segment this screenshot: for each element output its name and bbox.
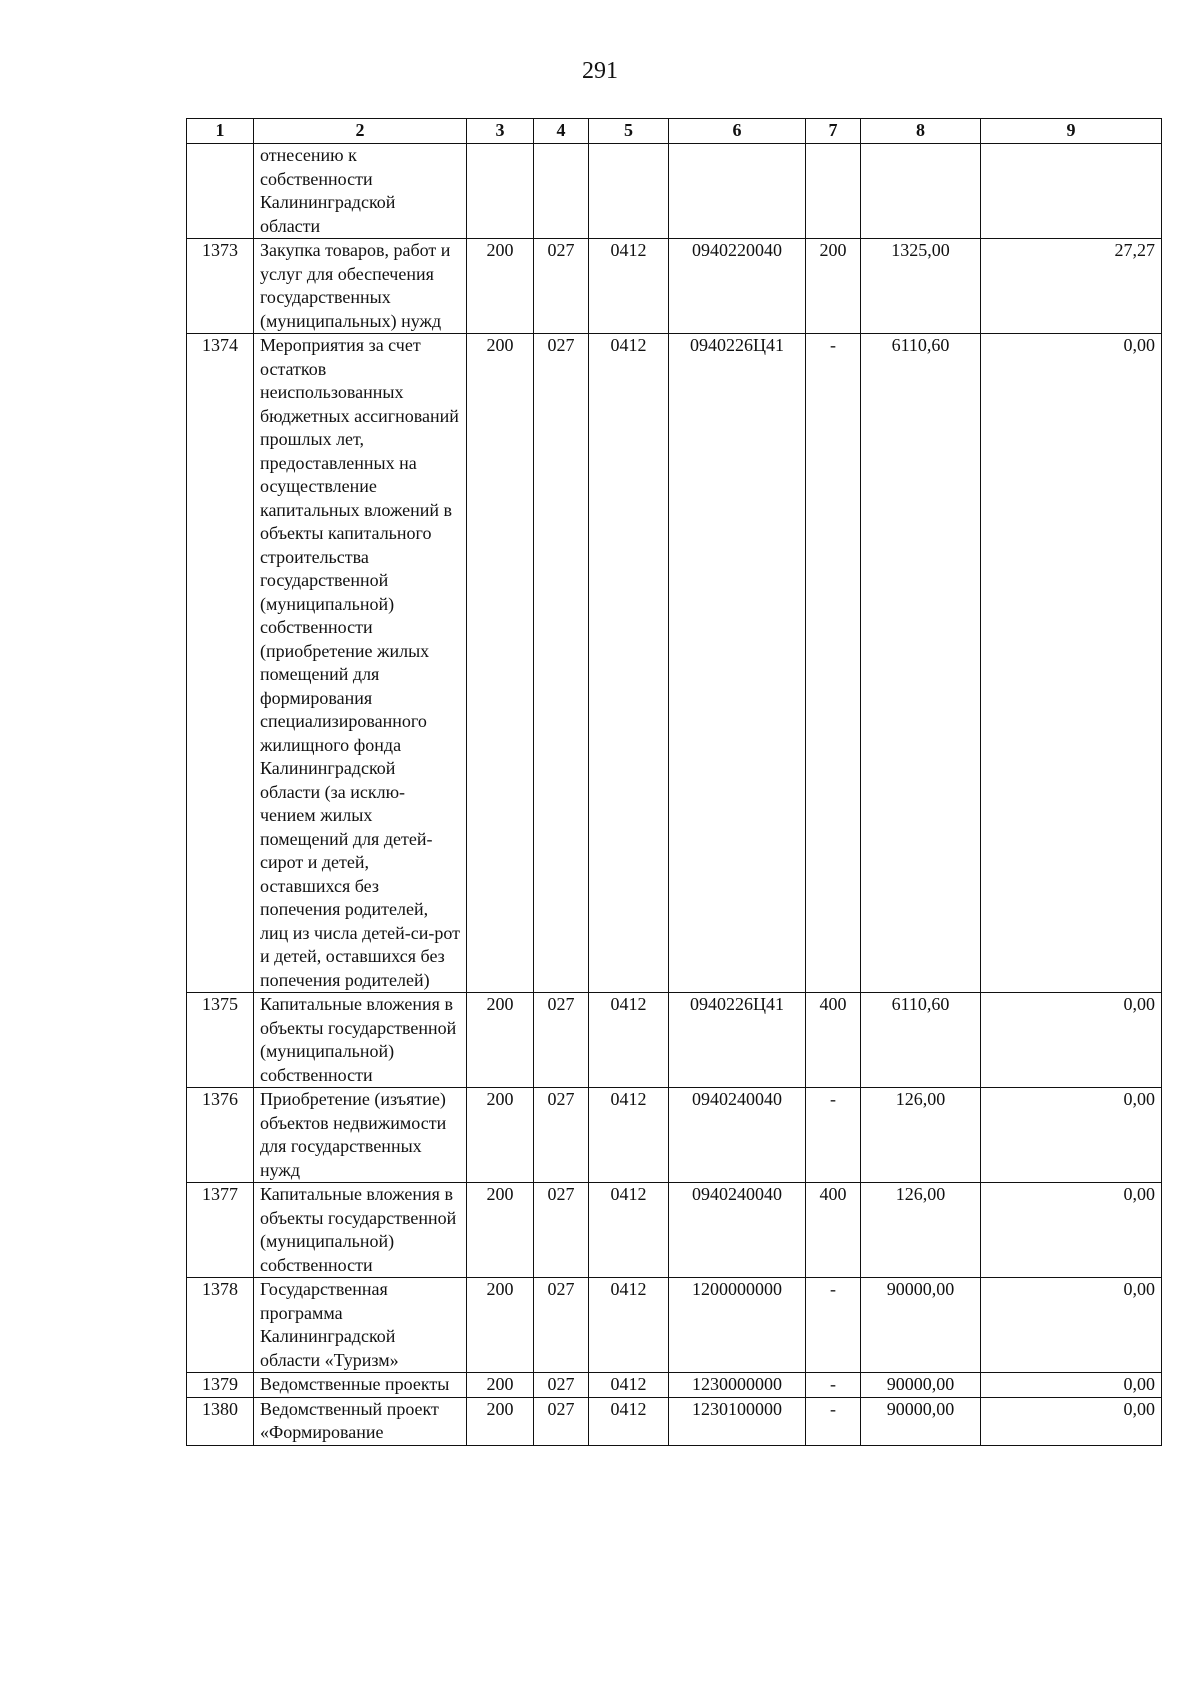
row-col-8: 126,00 xyxy=(861,1088,981,1183)
row-col-8: 126,00 xyxy=(861,1183,981,1278)
row-col-5: 0412 xyxy=(589,334,669,993)
table-row xyxy=(187,1373,1162,1398)
row-col-9: 0,00 xyxy=(981,1183,1162,1278)
row-col-9 xyxy=(981,144,1162,239)
row-name: отнесению к собственности Калининградской области xyxy=(254,144,467,239)
row-col-7: 400 xyxy=(806,1183,861,1278)
row-col-5: 0412 xyxy=(589,1183,669,1278)
row-number: 1376 xyxy=(187,1088,254,1183)
row-name: Мероприятия за счет остатков неиспользованных бюджетных ассигнований прошлых лет, предоставленных на осуществление капитальных вложений в объекты капитального строительства государственной (муниципальной) собственности (приобретение жилых помещений для формирования специализированного жилищного фонда Калининградской области (за исклю-чением жилых помещений для детей-сирот и детей, оставшихся без попечения родителей, лиц из числа детей-си-рот и детей, оставшихся без попечения родителей) xyxy=(254,334,467,993)
row-name: Капитальные вложения в объекты государственной (муниципальной) собственности xyxy=(254,993,467,1088)
row-col-6: 1230100000 xyxy=(669,1397,806,1445)
row-col-6: 0940220040 xyxy=(669,239,806,334)
header-col-1: 1 xyxy=(187,119,254,144)
header-col-8: 8 xyxy=(861,119,981,144)
row-number: 1375 xyxy=(187,993,254,1088)
table-row xyxy=(187,1278,1162,1373)
header-col-9: 9 xyxy=(981,119,1162,144)
row-col-9: 0,00 xyxy=(981,1373,1162,1398)
row-col-9: 0,00 xyxy=(981,993,1162,1088)
row-number: 1377 xyxy=(187,1183,254,1278)
row-col-9: 27,27 xyxy=(981,239,1162,334)
row-col-5: 0412 xyxy=(589,239,669,334)
row-number xyxy=(187,144,254,239)
row-col-6: 0940240040 xyxy=(669,1088,806,1183)
row-col-7 xyxy=(806,144,861,239)
row-col-4: 027 xyxy=(534,239,589,334)
row-col-5: 0412 xyxy=(589,1278,669,1373)
row-col-4: 027 xyxy=(534,334,589,993)
header-col-4: 4 xyxy=(534,119,589,144)
row-col-4: 027 xyxy=(534,993,589,1088)
table-row xyxy=(187,144,1162,239)
table-row xyxy=(187,1397,1162,1445)
row-col-3: 200 xyxy=(467,993,534,1088)
row-col-4 xyxy=(534,144,589,239)
row-col-4: 027 xyxy=(534,1397,589,1445)
header-col-7: 7 xyxy=(806,119,861,144)
row-name: Капитальные вложения в объекты государственной (муниципальной) собственности xyxy=(254,1183,467,1278)
row-col-7: - xyxy=(806,334,861,993)
row-col-3: 200 xyxy=(467,1088,534,1183)
row-col-3: 200 xyxy=(467,1397,534,1445)
row-col-4: 027 xyxy=(534,1373,589,1398)
row-number: 1373 xyxy=(187,239,254,334)
row-col-3: 200 xyxy=(467,334,534,993)
row-col-6 xyxy=(669,144,806,239)
row-col-5: 0412 xyxy=(589,993,669,1088)
table-row xyxy=(187,239,1162,334)
row-col-7: - xyxy=(806,1088,861,1183)
row-col-8: 6110,60 xyxy=(861,334,981,993)
row-col-8: 90000,00 xyxy=(861,1278,981,1373)
table-row xyxy=(187,993,1162,1088)
row-col-7: 200 xyxy=(806,239,861,334)
row-col-3: 200 xyxy=(467,1278,534,1373)
row-col-6: 0940226Ц41 xyxy=(669,993,806,1088)
row-col-8: 90000,00 xyxy=(861,1397,981,1445)
row-number: 1379 xyxy=(187,1373,254,1398)
row-col-6: 1200000000 xyxy=(669,1278,806,1373)
row-col-6: 0940226Ц41 xyxy=(669,334,806,993)
row-name: Государственная программа Калининградской области «Туризм» xyxy=(254,1278,467,1373)
row-name: Приобретение (изъятие) объектов недвижимости для государственных нужд xyxy=(254,1088,467,1183)
row-col-8 xyxy=(861,144,981,239)
page-number: 291 xyxy=(582,58,618,84)
row-col-6: 0940240040 xyxy=(669,1183,806,1278)
row-col-7: 400 xyxy=(806,993,861,1088)
row-col-5: 0412 xyxy=(589,1373,669,1398)
table-row xyxy=(187,1183,1162,1278)
row-number: 1380 xyxy=(187,1397,254,1445)
row-col-3: 200 xyxy=(467,1183,534,1278)
row-col-4: 027 xyxy=(534,1088,589,1183)
row-name: Закупка товаров, работ и услуг для обеспечения государственных (муниципальных) нужд xyxy=(254,239,467,334)
header-col-5: 5 xyxy=(589,119,669,144)
row-col-7: - xyxy=(806,1278,861,1373)
row-col-6: 1230000000 xyxy=(669,1373,806,1398)
row-col-9: 0,00 xyxy=(981,1278,1162,1373)
row-col-8: 6110,60 xyxy=(861,993,981,1088)
table-row xyxy=(187,334,1162,993)
row-col-7: - xyxy=(806,1397,861,1445)
row-col-8: 90000,00 xyxy=(861,1373,981,1398)
row-col-9: 0,00 xyxy=(981,1397,1162,1445)
row-col-4: 027 xyxy=(534,1278,589,1373)
row-col-9: 0,00 xyxy=(981,1088,1162,1183)
row-col-8: 1325,00 xyxy=(861,239,981,334)
header-col-3: 3 xyxy=(467,119,534,144)
row-col-5: 0412 xyxy=(589,1397,669,1445)
row-name: Ведомственные проекты xyxy=(254,1373,467,1398)
row-col-5 xyxy=(589,144,669,239)
row-col-5: 0412 xyxy=(589,1088,669,1183)
row-col-4: 027 xyxy=(534,1183,589,1278)
row-name: Ведомственный проект «Формирование xyxy=(254,1397,467,1445)
row-col-3: 200 xyxy=(467,239,534,334)
table-header-row xyxy=(187,119,1162,144)
row-col-9: 0,00 xyxy=(981,334,1162,993)
row-col-3 xyxy=(467,144,534,239)
row-number: 1378 xyxy=(187,1278,254,1373)
row-col-3: 200 xyxy=(467,1373,534,1398)
row-col-7: - xyxy=(806,1373,861,1398)
budget-table xyxy=(186,118,1162,1446)
table-row xyxy=(187,1088,1162,1183)
header-col-2: 2 xyxy=(254,119,467,144)
row-number: 1374 xyxy=(187,334,254,993)
header-col-6: 6 xyxy=(669,119,806,144)
